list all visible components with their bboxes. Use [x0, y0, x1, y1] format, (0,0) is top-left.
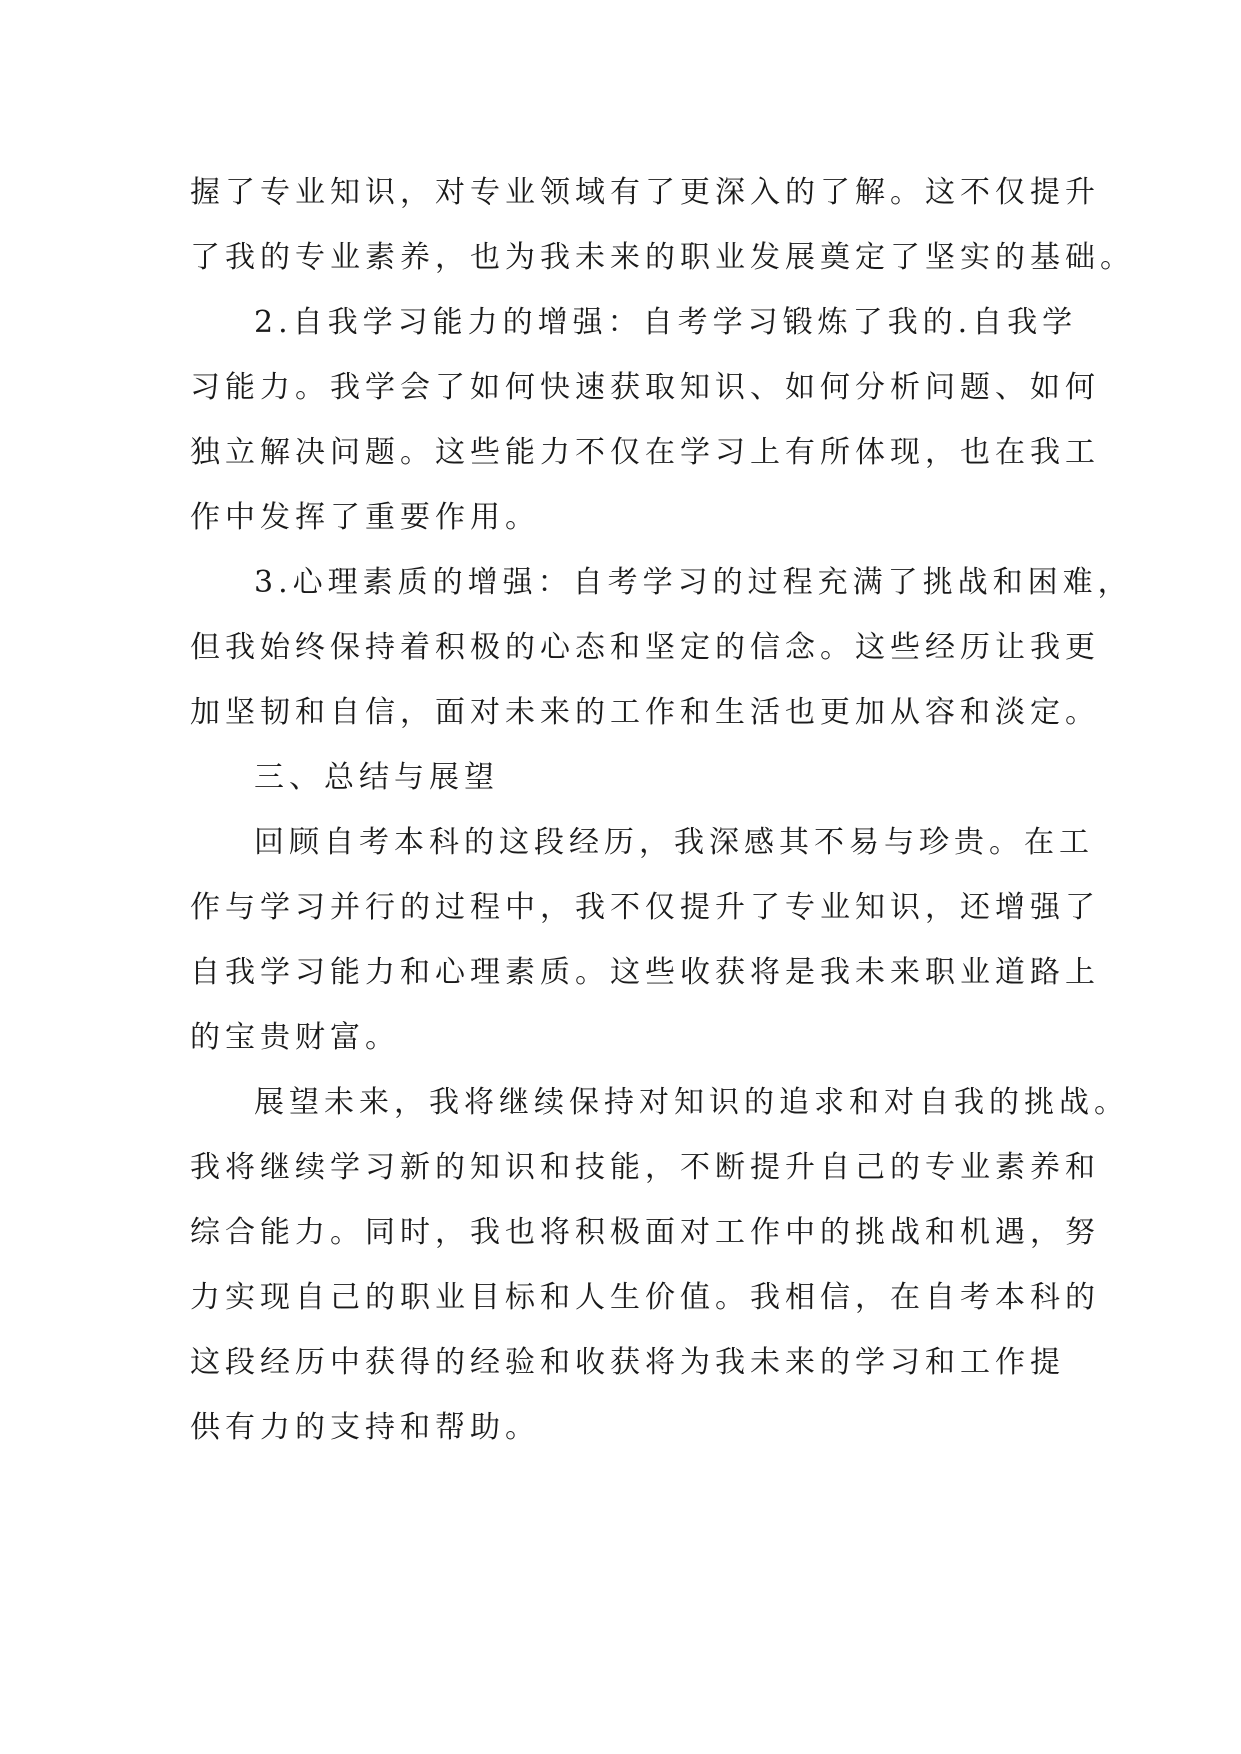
text-line: 习能力。我学会了如何快速获取知识、如何分析问题、如何	[190, 370, 1100, 405]
text-line: 综合能力。同时，我也将积极面对工作中的挑战和机遇，努	[190, 1215, 1100, 1250]
text-line: 但我始终保持着积极的心态和坚定的信念。这些经历让我更	[190, 630, 1100, 665]
text-line: 加坚韧和自信，面对未来的工作和生活也更加从容和淡定。	[190, 695, 1100, 730]
section-heading: 三、总结与展望	[254, 760, 499, 795]
text-line: 作与学习并行的过程中，我不仅提升了专业知识，还增强了	[190, 890, 1100, 925]
text-line: 这段经历中获得的经验和收获将为我未来的学习和工作提	[190, 1345, 1065, 1380]
text-line: 了我的专业素养，也为我未来的职业发展奠定了坚实的基础。	[190, 240, 1135, 275]
document-body	[190, 160, 1135, 1460]
paragraph-summary-start: 回顾自考本科的这段经历，我深感其不易与珍贵。在工	[254, 825, 1094, 860]
text-line: 独立解决问题。这些能力不仅在学习上有所体现，也在我工	[190, 435, 1100, 470]
text-line: 我将继续学习新的知识和技能，不断提升自己的专业素养和	[190, 1150, 1100, 1185]
paragraph-point-2-start: 2.自我学习能力的增强：自考学习锻炼了我的.自我学	[254, 305, 1078, 340]
text-line: 的宝贵财富。	[190, 1020, 400, 1055]
text-line: 自我学习能力和心理素质。这些收获将是我未来职业道路上	[190, 955, 1100, 990]
text-line-continuation: 握了专业知识，对专业领域有了更深入的了解。这不仅提升	[190, 175, 1100, 210]
text-line: 供有力的支持和帮助。	[190, 1410, 540, 1445]
paragraph-point-3-start: 3.心理素质的增强：自考学习的过程充满了挑战和困难，	[254, 565, 1133, 600]
paragraph-outlook-start: 展望未来，我将继续保持对知识的追求和对自我的挑战。	[254, 1085, 1129, 1120]
text-line: 作中发挥了重要作用。	[190, 500, 540, 535]
text-line: 力实现自己的职业目标和人生价值。我相信，在自考本科的	[190, 1280, 1100, 1315]
